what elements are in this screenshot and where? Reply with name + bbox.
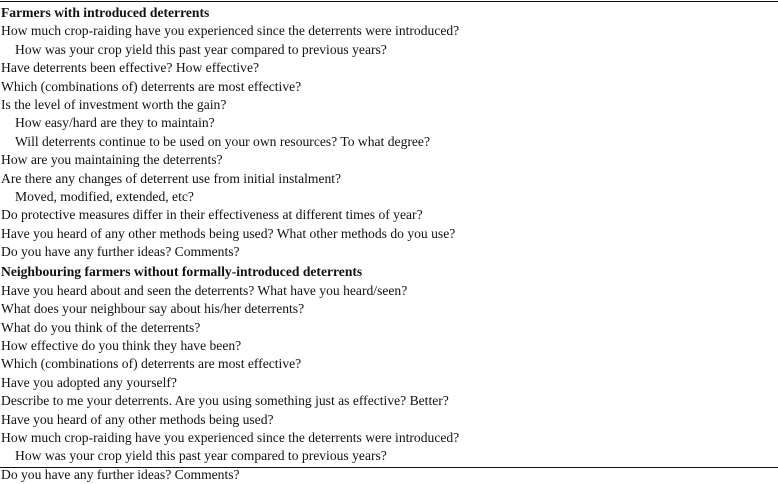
sub-question: How was your crop yield this past year compared to previous years? — [15, 448, 387, 464]
question: What do you think of the deterrents? — [1, 319, 201, 335]
question: How much crop-raiding have you experienced since the deterrents were introduced? — [1, 429, 460, 445]
table-top-rule — [0, 1, 778, 2]
question: Are there any changes of deterrent use from initial instalment? — [1, 170, 342, 186]
question: How much crop-raiding have you experienced since the deterrents were introduced? — [1, 23, 460, 39]
sub-question: How easy/hard are they to maintain? — [15, 115, 215, 131]
question: Have you heard of any other methods being used? — [1, 411, 274, 427]
question: How effective do you think they have been? — [1, 338, 242, 354]
question: Have you adopted any yourself? — [1, 374, 177, 390]
question: What does your neighbour say about his/her deterrents? — [1, 301, 305, 317]
table-bottom-rule — [0, 467, 778, 468]
section-heading: Neighbouring farmers without formally-introduced deterrents — [1, 264, 363, 280]
question: Describe to me your deterrents. Are you using something just as effective? Better? — [1, 393, 449, 409]
question: Have you heard about and seen the deterrents? What have you heard/seen? — [1, 282, 408, 298]
question: Do you have any further ideas? Comments? — [1, 244, 240, 260]
question: Do you have any further ideas? Comments? — [1, 466, 240, 482]
sub-question: Will deterrents continue to be used on your own resources? To what degree? — [15, 133, 430, 149]
sub-question: Moved, modified, extended, etc? — [15, 188, 194, 204]
question: How are you maintaining the deterrents? — [1, 152, 223, 168]
question: Have you heard of any other methods being used? What other methods do you use? — [1, 225, 456, 241]
question: Which (combinations of) deterrents are most effective? — [1, 78, 302, 94]
question: Do protective measures differ in their effectiveness at different times of year? — [1, 207, 423, 223]
question: Is the level of investment worth the gain? — [1, 96, 227, 112]
question: Have deterrents been effective? How effective? — [1, 60, 260, 76]
questionnaire-lines — [0, 4, 778, 484]
sub-question: How was your crop yield this past year compared to previous years? — [15, 41, 387, 57]
question: Which (combinations of) deterrents are most effective? — [1, 356, 302, 372]
section-heading: Farmers with introduced deterrents — [1, 5, 210, 20]
